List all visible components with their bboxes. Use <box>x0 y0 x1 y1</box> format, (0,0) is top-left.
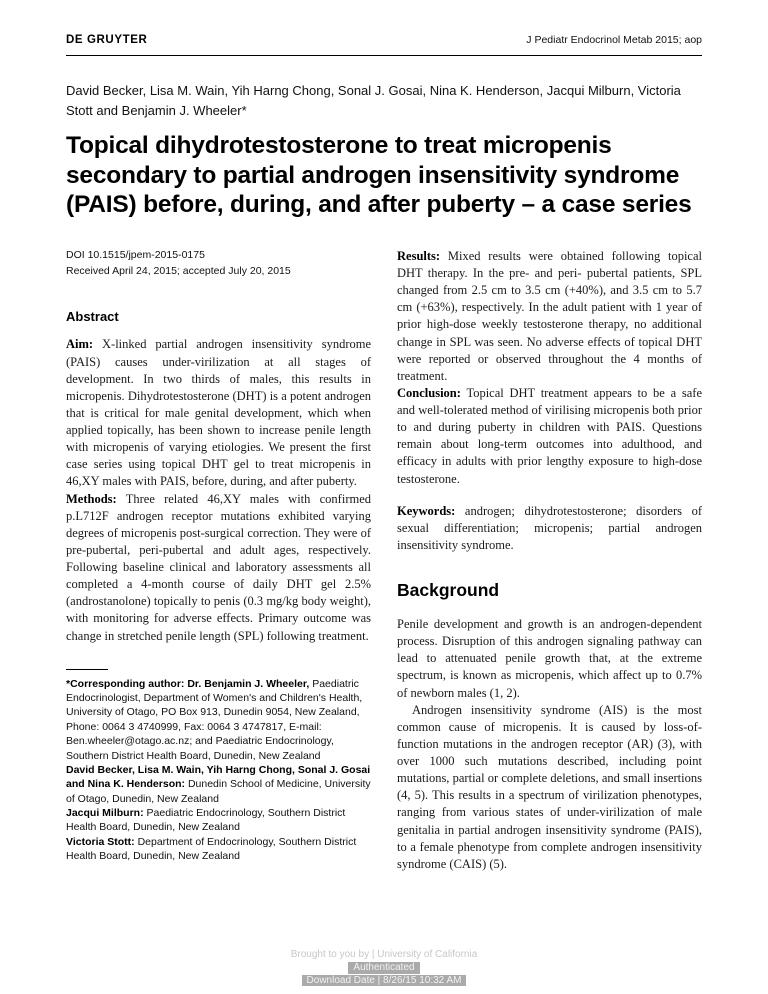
background-heading: Background <box>397 580 500 601</box>
affiliation-note <box>66 763 371 806</box>
journal-masthead <box>66 34 702 56</box>
authenticated-line: Authenticated <box>348 962 419 974</box>
left-column <box>66 248 371 873</box>
download-date-line: Download Date | 8/26/15 10:32 AM <box>302 975 467 987</box>
affiliation-text: Paediatric Endocrinology, Southern District Health Board, Dunedin, New Zealand <box>66 807 346 834</box>
affiliation-note <box>66 806 371 835</box>
corresponding-author-text: Paediatric Endocrinologist, Department of Women's and Children's Health, University of Otago, PO Box 913, Dunedin 9054, New Zealand, Phone: 0064 3 4740999, Fax: 0064 3 4747817, E-mail: Ben.wheeler@otago.ac.nz; and Paediatric Endocrinology, Southern District Health Board, Dunedin, New Zealand <box>66 677 363 762</box>
conclusion-label: Conclusion: <box>397 385 461 400</box>
doi: DOI 10.1515/jpem-2015-0175 <box>66 248 205 261</box>
affiliation-authors: David Becker, Lisa M. Wain, Yih Harng Chong, Sonal J. Gosai and Nina K. Henderson: <box>66 763 371 791</box>
affiliation-authors: Victoria Stott: <box>66 835 135 848</box>
doi-block <box>66 248 371 280</box>
keywords-text: androgen; dihydrotestosterone; disorders of sexual differentiation; micropenis; partial androgen insensitivity syndrome. <box>397 503 702 552</box>
abstract-aim <box>66 336 371 490</box>
abstract-heading: Abstract <box>66 309 119 325</box>
affiliation-note <box>66 835 371 864</box>
background-paragraph: Penile development and growth is an androgen-dependent process. Disruption of this androgen signaling pathway can lead to attenuated penile growth that, at the extreme spectrum, is known as micropenis, which affect up to 0.7% of newborn males (1, 2). <box>397 617 702 700</box>
abstract-results <box>397 248 702 385</box>
footnotes-block <box>66 677 371 864</box>
right-column <box>397 248 702 873</box>
journal-citation: J Pediatr Endocrinol Metab 2015; aop <box>526 34 702 46</box>
publisher-logo: DE GRUYTER <box>66 34 148 46</box>
methods-label: Methods: <box>66 491 117 506</box>
abstract-methods <box>66 491 371 645</box>
background-paragraph: Androgen insensitivity syndrome (AIS) is the most common cause of micropenis. It is caused by loss-of-function mutations in the androgen receptor (AR) (3), with over 1000 such mutations described, including point mutations, partial or complete deletions, and small insertions (4, 5). This results in a spectrum of virilization phenotypes, ranging from various states of under-virilization of male genitalia in partial androgen insensitivity syndrome (PAIS), to a female phenotype from complete androgen insensitivity syndrome (CAIS) (5). <box>397 702 702 871</box>
results-label: Results: <box>397 248 441 263</box>
results-text: Mixed results were obtained following topical DHT therapy. In the pre- and peri- pubertal patients, SPL changed from 2.5 cm to 3.5 cm (+40%), and 3.5 cm to 5.7 cm (+63%), respectively. In the adult patient with 1 year of prior high-dose weekly testosterone therapy, no additional change in SPL was seen. No adverse effects of topical DHT were reported or observed throughout the 4 months of treatment. <box>397 248 703 383</box>
methods-text: Three related 46,XY males with confirmed p.L712F androgen receptor mutations exhibited varying degrees of micropenis post-surgical correction. They were of pre-pubertal, peri-pubertal and adult ages, respectively. Following baseline clinical and laboratory assessments all completed a 4-month course of daily DHT gel 2.5% (androstanolone) topically to penis (0.3 mg/kg body weight), with monitoring for adverse effects. Primary outcome was change in stretched penile length (SPL) following treatment. <box>66 491 371 643</box>
footnote-separator <box>66 669 108 670</box>
keywords <box>397 503 702 554</box>
download-stamp <box>0 949 768 987</box>
corresponding-author-label: *Corresponding author: Dr. Benjamin J. Wheeler, <box>66 677 310 690</box>
abstract-conclusion <box>397 385 702 488</box>
received-accepted: Received April 24, 2015; accepted July 20, 2015 <box>66 264 291 277</box>
corresponding-author-note <box>66 677 371 763</box>
two-column-body <box>66 248 702 873</box>
provider-line: Brought to you by | University of California <box>290 948 478 960</box>
affiliation-authors: Jacqui Milburn: <box>66 807 144 820</box>
affiliation-text: Department of Endocrinology, Southern District Health Board, Dunedin, New Zealand <box>66 835 357 863</box>
article-title: Topical dihydrotestosterone to treat micropenis secondary to partial androgen insensitivity syndrome (PAIS) before, during, and after puberty – a case series <box>66 132 692 219</box>
aim-text: X-linked partial androgen insensitivity syndrome (PAIS) causes under-virilization at all stages of development. In two thirds of males, this results in micropenis. Dihydrotestosterone (DHT) is a potent androgen that is critical for male genital development, which when applied topically, has been shown to increase penile length with micropenis of varying etiologies. We present the first case series using topical DHT gel to treat micropenis in 46,XY males with PAIS, before, during, and after puberty. <box>66 337 371 489</box>
aim-label: Aim: <box>66 337 94 352</box>
author-list: David Becker, Lisa M. Wain, Yih Harng Chong, Sonal J. Gosai, Nina K. Henderson, Jacqui Milburn, Victoria Stott and Benjamin J. Wheeler* <box>66 83 681 118</box>
conclusion-text: Topical DHT treatment appears to be a safe and well-tolerated method of virilising micropenis both prior to and during puberty in children with PAIS. Questions remain about long-term outcomes into adulthood, and efficacy in adults with prior lengthy exposure to high-dose testosterone. <box>397 385 702 486</box>
keywords-label: Keywords: <box>397 503 456 518</box>
affiliation-text: Dunedin School of Medicine, University of Otago, Dunedin, New Zealand <box>66 778 371 805</box>
